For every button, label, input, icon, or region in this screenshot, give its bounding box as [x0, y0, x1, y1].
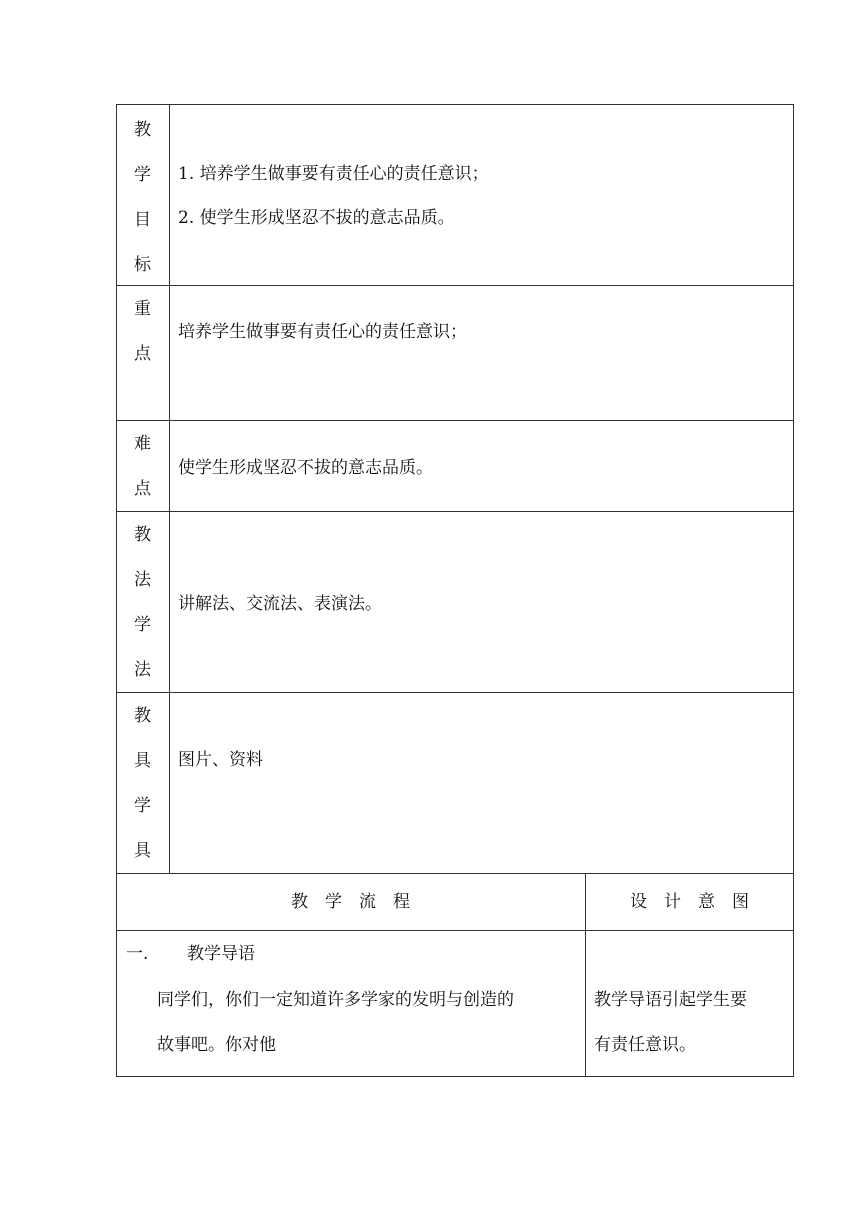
row-divider [116, 930, 794, 931]
process-line-2: 故事吧。你对他 [157, 1035, 276, 1055]
label-column-divider [169, 104, 170, 874]
design-intent-header: 设 计 意 图 [630, 892, 749, 912]
process-line-1: 同学们，你们一定知道许多学家的发明与创造的 [157, 990, 514, 1010]
table-border-bottom [116, 1076, 794, 1077]
row-divider [116, 285, 794, 286]
lesson-plan-table [116, 104, 794, 1077]
table-border-right [793, 104, 794, 1077]
goal-line-2: 2. 使学生形成坚忍不拔的意志品质。 [178, 208, 455, 228]
difficulties-label: 难 点 [134, 434, 151, 499]
intent-line-2: 有责任意识。 [594, 1035, 696, 1055]
tools-label: 教 具 学 具 [134, 706, 151, 861]
intent-line-1: 教学导语引起学生要 [594, 990, 747, 1010]
key-points-label: 重 点 [134, 299, 151, 364]
key-points-text: 培养学生做事要有责任心的责任意识； [178, 322, 467, 342]
methods-label: 教 法 学 法 [134, 525, 151, 680]
difficulties-text: 使学生形成坚忍不拔的意志品质。 [178, 458, 433, 478]
row-divider [116, 511, 794, 512]
row-divider [116, 692, 794, 693]
methods-text: 讲解法、交流法、表演法。 [178, 594, 382, 614]
tools-text: 图片、资料 [178, 750, 263, 770]
section-title: 教学导语 [187, 944, 255, 964]
goals-label: 教 学 目 标 [134, 120, 151, 275]
row-divider [116, 873, 794, 874]
table-border-top [116, 104, 794, 105]
goal-line-1: 1. 培养学生做事要有责任心的责任意识； [178, 164, 489, 184]
row-divider [116, 420, 794, 421]
section-number: 一. [126, 944, 149, 964]
process-header: 教 学 流 程 [291, 892, 410, 912]
